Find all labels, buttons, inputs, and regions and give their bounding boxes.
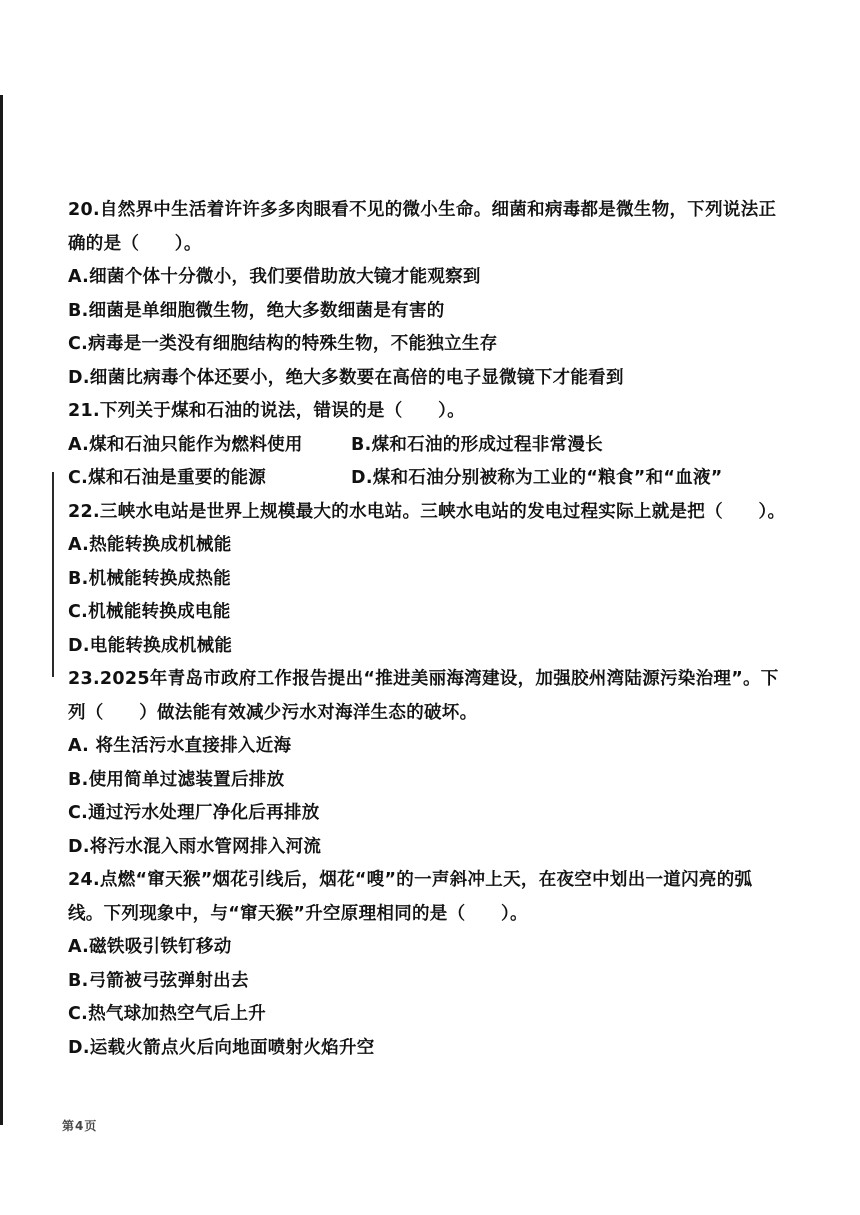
option-c: C.热气球加热空气后上升 [68,1004,267,1024]
option-c: C.机械能转换成电能 [68,602,231,622]
question-22 [68,496,808,664]
option-d: D.细菌比病毒个体还要小，绝大多数要在高倍的电子显微镜下才能看到 [68,367,624,388]
question-stem: 22.三峡水电站是世界上规模最大的水电站。三峡水电站的发电过程实际上就是把（ ）。 [68,501,786,522]
question-24 [68,864,808,1065]
question-stem: 21.下列关于煤和石油的说法，错误的是（ ）。 [68,401,465,421]
question-23 [68,663,808,864]
page-footer: 第4页 [62,1119,98,1133]
option-b: B.使用简单过滤装置后排放 [68,769,285,790]
option-b: B.细菌是单细胞微生物，绝大多数细菌是有害的 [68,300,445,321]
question-stem: 列（ ）做法能有效减少污水对海洋生态的破坏。 [68,702,478,723]
option-d: D.电能转换成机械能 [68,635,233,656]
option-d: D.运载火箭点火后向地面喷射火焰升空 [68,1037,375,1058]
option-b: B.机械能转换成热能 [68,568,231,589]
question-stem: 线。下列现象中，与“窜天猴”升空原理相同的是（ ）。 [68,903,528,924]
question-stem: 20.自然界中生活着许许多多肉眼看不见的微小生命。细菌和病毒都是微生物，下列说法正 [68,200,777,220]
option-b: B.煤和石油的形成过程非常漫长 [351,434,603,455]
option-b: B.弓箭被弓弦弹射出去 [68,970,249,991]
question-20 [68,194,808,395]
question-21 [68,395,808,496]
question-stem: 24.点燃“窜天猴”烟花引线后，烟花“嗖”的一声斜冲上天，在夜空中划出一道闪亮的弧 [68,870,753,890]
question-stem: 23.2025年青岛市政府工作报告提出“推进美丽海湾建设，加强胶州湾陆源污染治理”。下 [68,669,779,689]
option-a: A.煤和石油只能作为燃料使用 [68,434,303,455]
scan-margin-line [52,472,54,677]
option-row [68,462,808,496]
option-a: A.热能转换成机械能 [68,535,232,555]
option-c: C.煤和石油是重要的能源 [68,468,267,488]
scan-left-edge [0,95,3,1125]
option-row [68,429,808,463]
exam-page [68,194,808,1065]
option-a: A. 将生活污水直接排入近海 [68,736,292,756]
option-c: C.病毒是一类没有细胞结构的特殊生物，不能独立生存 [68,334,498,354]
option-a: A.细菌个体十分微小，我们要借助放大镜才能观察到 [68,267,481,287]
option-d: D.将污水混入雨水管网排入河流 [68,836,322,857]
question-stem: 确的是（ ）。 [68,233,202,254]
option-d: D.煤和石油分别被称为工业的“粮食”和“血液” [351,468,723,488]
option-c: C.通过污水处理厂净化后再排放 [68,803,320,823]
option-a: A.磁铁吸引铁钉移动 [68,937,232,957]
